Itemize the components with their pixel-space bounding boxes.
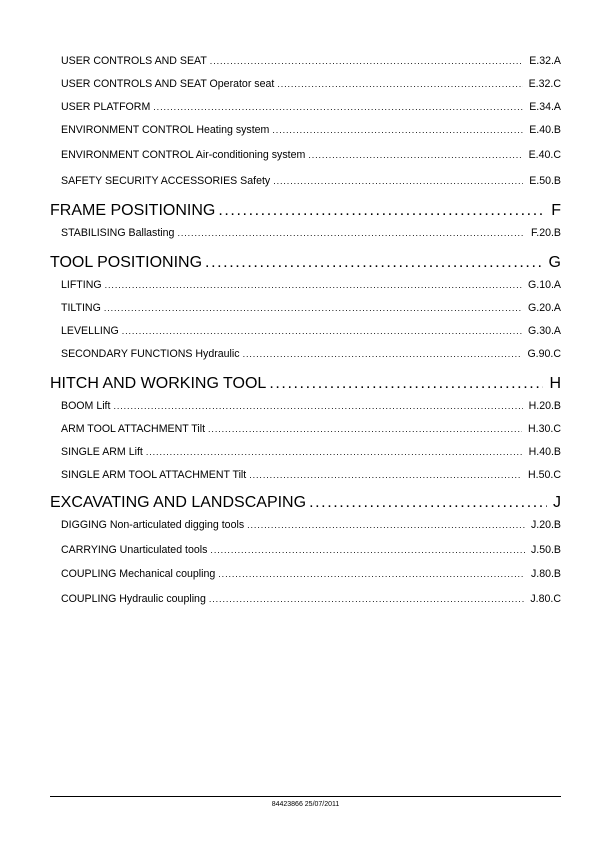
toc-entry-label: COUPLING Mechanical coupling bbox=[61, 568, 216, 580]
toc-section-label: EXCAVATING AND LANDSCAPING bbox=[50, 494, 307, 511]
toc-entry-label: TILTING bbox=[61, 302, 101, 314]
toc-entry-code: E.50.B bbox=[529, 175, 561, 187]
toc-section-heading[interactable] bbox=[50, 488, 561, 512]
toc-entry-code: E.40.B bbox=[529, 124, 561, 136]
toc-entry[interactable] bbox=[61, 75, 561, 91]
dot-leader bbox=[210, 55, 523, 68]
toc-entry-label: CARRYING Unarticulated tools bbox=[61, 544, 208, 556]
toc-entry[interactable] bbox=[61, 516, 561, 532]
toc-entry-label: SINGLE ARM TOOL ATTACHMENT Tilt bbox=[61, 469, 247, 481]
dot-leader bbox=[272, 124, 523, 137]
toc-entry-label: SECONDARY FUNCTIONS Hydraulic bbox=[61, 348, 240, 360]
toc-section-code: H bbox=[549, 375, 561, 392]
toc-entry-label: ENVIRONMENT CONTROL Air-conditioning system bbox=[61, 149, 306, 161]
toc-entry[interactable] bbox=[61, 276, 561, 292]
toc-entry[interactable] bbox=[61, 121, 561, 137]
toc-entry-code: G.90.C bbox=[527, 348, 561, 360]
dot-leader bbox=[122, 325, 522, 338]
dot-leader bbox=[243, 348, 522, 361]
toc-section-heading[interactable] bbox=[50, 369, 561, 393]
dot-leader bbox=[177, 227, 525, 240]
toc-entry[interactable] bbox=[61, 172, 561, 188]
toc-section-code: J bbox=[553, 494, 561, 511]
toc-entry-code: E.32.C bbox=[528, 78, 561, 90]
toc-entry-code: J.80.C bbox=[530, 593, 561, 605]
toc-entry[interactable] bbox=[61, 541, 561, 557]
toc-entry-code: H.50.C bbox=[528, 469, 561, 481]
toc-entry[interactable] bbox=[61, 98, 561, 114]
dot-leader bbox=[209, 593, 525, 606]
toc-entry-label: SAFETY SECURITY ACCESSORIES Safety bbox=[61, 175, 271, 187]
toc-entry-code: H.20.B bbox=[528, 400, 561, 412]
toc-entry-code: J.20.B bbox=[530, 519, 561, 531]
dot-leader bbox=[273, 175, 523, 188]
toc-entry[interactable] bbox=[61, 299, 561, 315]
dot-leader bbox=[113, 400, 522, 413]
toc-section-code: F bbox=[551, 202, 561, 219]
dot-leader bbox=[308, 149, 522, 162]
toc-section-code: G bbox=[548, 254, 561, 271]
dot-leader bbox=[146, 446, 523, 459]
toc-entry-code: E.40.C bbox=[528, 149, 561, 161]
toc-entry[interactable] bbox=[61, 224, 561, 240]
toc-entry-code: J.80.B bbox=[530, 568, 561, 580]
toc-section-heading[interactable] bbox=[50, 248, 561, 272]
dot-leader bbox=[269, 374, 543, 393]
toc-entry[interactable] bbox=[61, 52, 561, 68]
dot-leader bbox=[205, 253, 543, 272]
toc-section-label: HITCH AND WORKING TOOL bbox=[50, 375, 267, 392]
toc-entry-code: J.50.B bbox=[530, 544, 561, 556]
dot-leader bbox=[105, 279, 522, 292]
toc-entry-code: H.30.C bbox=[528, 423, 561, 435]
dot-leader bbox=[208, 423, 522, 436]
toc-section-label: TOOL POSITIONING bbox=[50, 254, 203, 271]
dot-leader bbox=[249, 469, 522, 482]
toc-entry-label: USER PLATFORM bbox=[61, 101, 151, 113]
toc-entry-label: ENVIRONMENT CONTROL Heating system bbox=[61, 124, 270, 136]
toc-entry-code: G.30.A bbox=[528, 325, 561, 337]
toc-entry-label: LEVELLING bbox=[61, 325, 119, 337]
toc-entry-label: USER CONTROLS AND SEAT bbox=[61, 55, 207, 67]
dot-leader bbox=[153, 101, 523, 114]
toc-entry[interactable] bbox=[61, 345, 561, 361]
toc-entry-label: USER CONTROLS AND SEAT Operator seat bbox=[61, 78, 275, 90]
toc-entry-label: STABILISING Ballasting bbox=[61, 227, 175, 239]
toc-entry[interactable] bbox=[61, 565, 561, 581]
toc-entry-code: G.20.A bbox=[528, 302, 561, 314]
toc-entry[interactable] bbox=[61, 590, 561, 606]
dot-leader bbox=[218, 568, 525, 581]
dot-leader bbox=[104, 302, 522, 315]
toc-section-heading[interactable] bbox=[50, 196, 561, 220]
toc-entry[interactable] bbox=[61, 443, 561, 459]
toc-entry-label: BOOM Lift bbox=[61, 400, 111, 412]
toc-entry-code: F.20.B bbox=[530, 227, 561, 239]
footer-divider bbox=[50, 796, 561, 797]
toc-entry[interactable] bbox=[61, 322, 561, 338]
toc-entry-code: G.10.A bbox=[528, 279, 561, 291]
dot-leader bbox=[309, 493, 547, 512]
toc-entry-label: LIFTING bbox=[61, 279, 102, 291]
toc-entry[interactable] bbox=[61, 466, 561, 482]
dot-leader bbox=[218, 201, 545, 220]
toc-entry-label: SINGLE ARM Lift bbox=[61, 446, 143, 458]
toc-entry-code: E.32.A bbox=[529, 55, 561, 67]
dot-leader bbox=[277, 78, 522, 91]
toc-entry-label: ARM TOOL ATTACHMENT Tilt bbox=[61, 423, 206, 435]
toc-entry-code: H.40.B bbox=[528, 446, 561, 458]
toc-entry[interactable] bbox=[61, 397, 561, 413]
dot-leader bbox=[247, 519, 525, 532]
toc-entry[interactable] bbox=[61, 420, 561, 436]
dot-leader bbox=[210, 544, 525, 557]
toc-section-label: FRAME POSITIONING bbox=[50, 202, 216, 219]
footer-document-id: 84423866 25/07/2011 bbox=[271, 801, 340, 808]
toc-entry-label: COUPLING Hydraulic coupling bbox=[61, 593, 206, 605]
toc-entry-label: DIGGING Non-articulated digging tools bbox=[61, 519, 245, 531]
toc-entry-code: E.34.A bbox=[529, 101, 561, 113]
toc-entry[interactable] bbox=[61, 146, 561, 162]
